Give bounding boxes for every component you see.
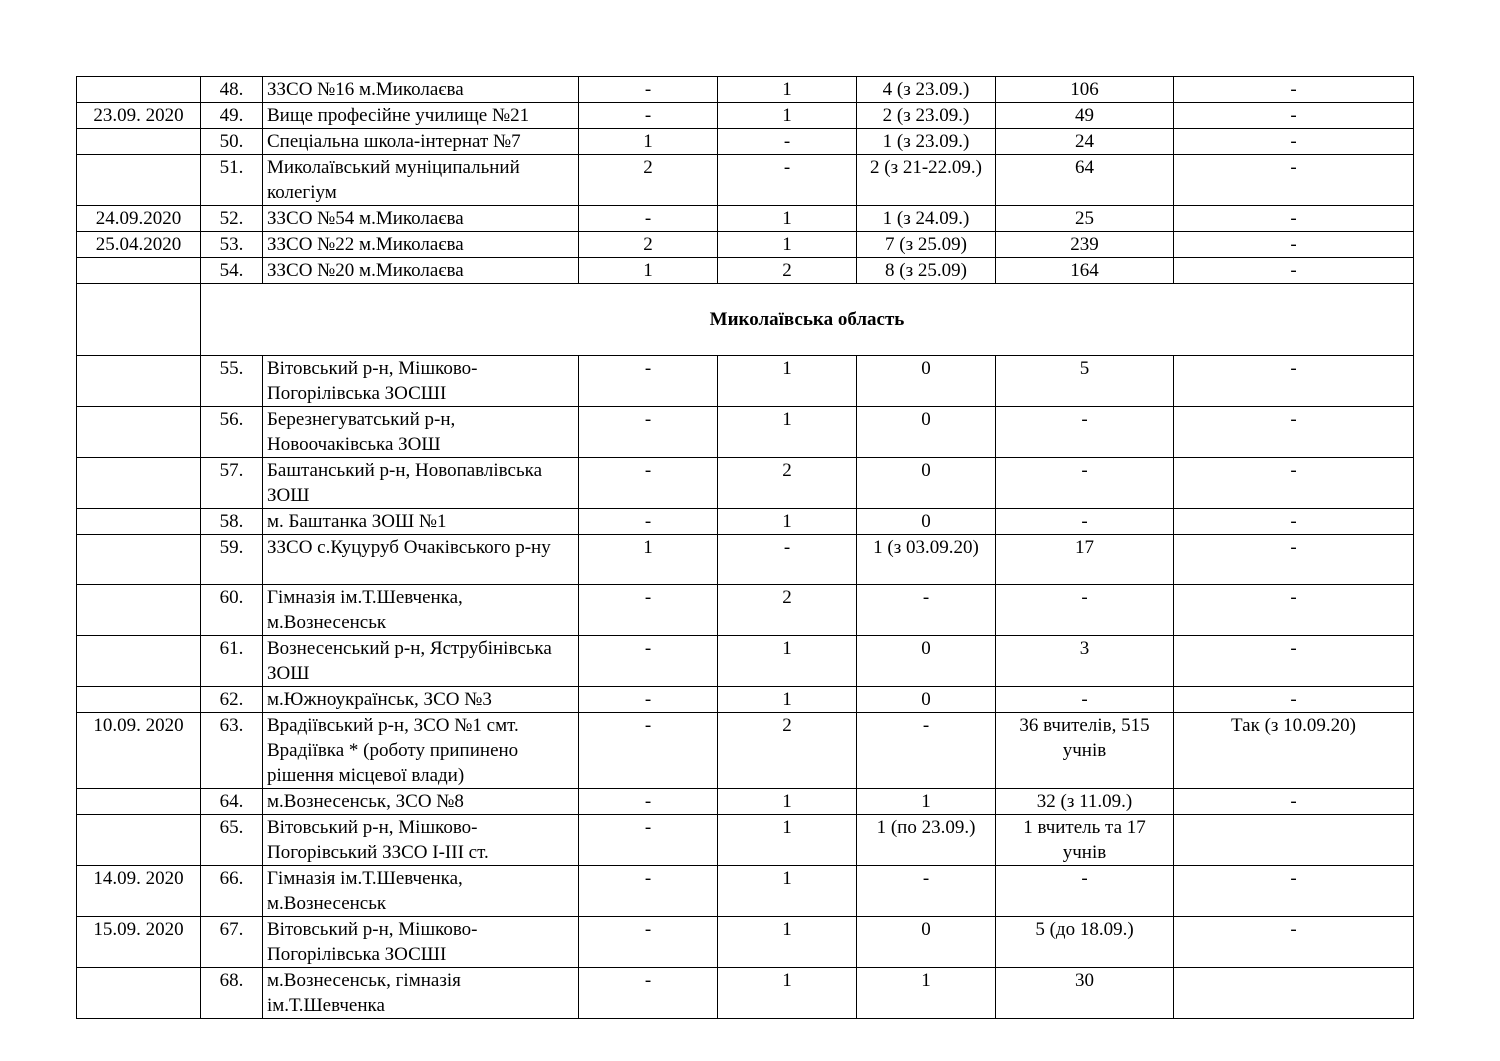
value-col-2: 1 [718, 206, 857, 232]
table-row [77, 636, 1414, 687]
table-row [77, 407, 1414, 458]
value-col-3: 1 (з 03.09.20) [857, 535, 996, 585]
value-col-2: 2 [718, 458, 857, 509]
table-row [77, 535, 1414, 585]
institution-name: ЗЗСО №20 м.Миколаєва [263, 258, 579, 284]
row-number: 51. [201, 155, 263, 206]
institution-name: Березнегуватський р-н, Новоочаківська ЗОШ [263, 407, 579, 458]
table-row [77, 968, 1414, 1019]
value-col-2: - [718, 535, 857, 585]
value-col-1: 2 [579, 155, 718, 206]
value-col-3: 8 (з 25.09) [857, 258, 996, 284]
value-col-4: - [996, 458, 1174, 509]
institution-name: м.Южноукраїнськ, ЗСО №3 [263, 687, 579, 713]
row-date [77, 509, 201, 535]
value-col-4: - [996, 585, 1174, 636]
value-col-5: - [1174, 206, 1414, 232]
value-col-4: 17 [996, 535, 1174, 585]
value-col-2: 1 [718, 968, 857, 1019]
value-col-5: - [1174, 155, 1414, 206]
row-number: 62. [201, 687, 263, 713]
value-col-2: 1 [718, 407, 857, 458]
value-col-1: - [579, 77, 718, 103]
row-number: 55. [201, 356, 263, 407]
value-col-1: - [579, 206, 718, 232]
value-col-1: - [579, 789, 718, 815]
value-col-4: 5 [996, 356, 1174, 407]
row-number: 63. [201, 713, 263, 789]
row-date [77, 258, 201, 284]
value-col-3: 0 [857, 687, 996, 713]
value-col-1: 1 [579, 258, 718, 284]
row-number: 49. [201, 103, 263, 129]
value-col-3: - [857, 585, 996, 636]
value-col-4: 1 вчитель та 17 учнів [996, 815, 1174, 866]
row-number: 59. [201, 535, 263, 585]
data-table [76, 76, 1414, 1019]
value-col-4: 106 [996, 77, 1174, 103]
table-row [77, 258, 1414, 284]
value-col-2: 2 [718, 258, 857, 284]
row-number: 66. [201, 866, 263, 917]
value-col-5: - [1174, 535, 1414, 585]
value-col-4: 239 [996, 232, 1174, 258]
table-body-top [77, 77, 1414, 284]
value-col-5: - [1174, 129, 1414, 155]
value-col-2: 2 [718, 585, 857, 636]
value-col-4: - [996, 866, 1174, 917]
value-col-1: - [579, 636, 718, 687]
row-number: 56. [201, 407, 263, 458]
table-row [77, 585, 1414, 636]
value-col-3: 0 [857, 509, 996, 535]
region-date-cell [77, 284, 201, 356]
value-col-3: 4 (з 23.09.) [857, 77, 996, 103]
row-date [77, 535, 201, 585]
value-col-3: 2 (з 23.09.) [857, 103, 996, 129]
value-col-5: - [1174, 585, 1414, 636]
table-row [77, 866, 1414, 917]
institution-name: Баштанський р-н, Новопавлівська ЗОШ [263, 458, 579, 509]
value-col-2: 1 [718, 356, 857, 407]
table-row [77, 129, 1414, 155]
row-date: 25.04.2020 [77, 232, 201, 258]
value-col-1: - [579, 815, 718, 866]
value-col-4: 49 [996, 103, 1174, 129]
value-col-2: 2 [718, 713, 857, 789]
table-row [77, 206, 1414, 232]
table-row [77, 103, 1414, 129]
institution-name: ЗЗСО с.Куцуруб Очаківського р-ну [263, 535, 579, 585]
value-col-4: 25 [996, 206, 1174, 232]
row-date [77, 636, 201, 687]
value-col-3: 0 [857, 407, 996, 458]
institution-name: Вітовський р-н, Мішково-Погорівський ЗЗСО І-ІІІ ст. [263, 815, 579, 866]
value-col-5: - [1174, 77, 1414, 103]
value-col-4: - [996, 687, 1174, 713]
value-col-3: 2 (з 21-22.09.) [857, 155, 996, 206]
institution-name: м. Баштанка ЗОШ №1 [263, 509, 579, 535]
value-col-5: - [1174, 636, 1414, 687]
institution-name: м.Вознесенськ, гімназія ім.Т.Шевченка [263, 968, 579, 1019]
row-number: 64. [201, 789, 263, 815]
table-row [77, 232, 1414, 258]
row-date [77, 585, 201, 636]
row-number: 54. [201, 258, 263, 284]
institution-name: Вітовський р-н, Мішково-Погорілівська ЗОСШІ [263, 917, 579, 968]
table-row [77, 458, 1414, 509]
value-col-5: - [1174, 356, 1414, 407]
table-row [77, 789, 1414, 815]
value-col-3: 1 (з 23.09.) [857, 129, 996, 155]
value-col-1: - [579, 866, 718, 917]
value-col-3: 0 [857, 636, 996, 687]
value-col-1: - [579, 458, 718, 509]
table-row [77, 356, 1414, 407]
value-col-2: 1 [718, 232, 857, 258]
row-date [77, 815, 201, 866]
value-col-3: - [857, 866, 996, 917]
value-col-2: - [718, 155, 857, 206]
value-col-5: - [1174, 866, 1414, 917]
table-row [77, 917, 1414, 968]
institution-name: Вище професійне училище №21 [263, 103, 579, 129]
value-col-1: - [579, 968, 718, 1019]
value-col-5 [1174, 815, 1414, 866]
row-number: 67. [201, 917, 263, 968]
region-section [77, 284, 1414, 356]
row-date [77, 155, 201, 206]
institution-name: Гімназія ім.Т.Шевченка, м.Вознесенськ [263, 866, 579, 917]
value-col-4: - [996, 407, 1174, 458]
row-date: 23.09. 2020 [77, 103, 201, 129]
row-date [77, 407, 201, 458]
table-row [77, 815, 1414, 866]
row-date [77, 129, 201, 155]
institution-name: ЗЗСО №54 м.Миколаєва [263, 206, 579, 232]
value-col-2: 1 [718, 687, 857, 713]
row-number: 53. [201, 232, 263, 258]
value-col-2: 1 [718, 77, 857, 103]
value-col-5: - [1174, 789, 1414, 815]
value-col-2: 1 [718, 509, 857, 535]
value-col-5: - [1174, 458, 1414, 509]
value-col-1: - [579, 509, 718, 535]
table-row [77, 155, 1414, 206]
value-col-4: 5 (до 18.09.) [996, 917, 1174, 968]
value-col-1: - [579, 103, 718, 129]
row-number: 57. [201, 458, 263, 509]
value-col-3: - [857, 713, 996, 789]
row-number: 52. [201, 206, 263, 232]
row-date [77, 968, 201, 1019]
value-col-4: - [996, 509, 1174, 535]
value-col-5: - [1174, 258, 1414, 284]
value-col-1: - [579, 687, 718, 713]
value-col-1: - [579, 713, 718, 789]
value-col-3: 0 [857, 458, 996, 509]
value-col-1: 1 [579, 535, 718, 585]
table-row [77, 713, 1414, 789]
row-number: 65. [201, 815, 263, 866]
row-number: 68. [201, 968, 263, 1019]
row-number: 48. [201, 77, 263, 103]
value-col-3: 0 [857, 917, 996, 968]
table-body-bottom [77, 356, 1414, 1019]
value-col-5: Так (з 10.09.20) [1174, 713, 1414, 789]
value-col-5: - [1174, 509, 1414, 535]
row-date: 10.09. 2020 [77, 713, 201, 789]
table-row [77, 687, 1414, 713]
region-row [77, 284, 1414, 356]
row-number: 50. [201, 129, 263, 155]
institution-name: Вітовський р-н, Мішково-Погорілівська ЗОСШІ [263, 356, 579, 407]
value-col-4: 32 (з 11.09.) [996, 789, 1174, 815]
value-col-3: 0 [857, 356, 996, 407]
institution-name: Врадіївський р-н, ЗСО №1 смт. Врадіївка * (роботу припинено рішення місцевої влади) [263, 713, 579, 789]
value-col-5: - [1174, 917, 1414, 968]
value-col-1: - [579, 356, 718, 407]
value-col-1: 2 [579, 232, 718, 258]
row-date [77, 77, 201, 103]
row-date: 24.09.2020 [77, 206, 201, 232]
row-date [77, 458, 201, 509]
row-number: 61. [201, 636, 263, 687]
institution-name: ЗЗСО №16 м.Миколаєва [263, 77, 579, 103]
value-col-3: 1 (по 23.09.) [857, 815, 996, 866]
value-col-2: 1 [718, 103, 857, 129]
value-col-4: 24 [996, 129, 1174, 155]
value-col-2: 1 [718, 917, 857, 968]
row-date: 15.09. 2020 [77, 917, 201, 968]
value-col-2: - [718, 129, 857, 155]
table-row [77, 77, 1414, 103]
row-date: 14.09. 2020 [77, 866, 201, 917]
row-number: 60. [201, 585, 263, 636]
row-date [77, 687, 201, 713]
value-col-2: 1 [718, 866, 857, 917]
value-col-5 [1174, 968, 1414, 1019]
value-col-5: - [1174, 232, 1414, 258]
value-col-3: 1 (з 24.09.) [857, 206, 996, 232]
value-col-4: 3 [996, 636, 1174, 687]
value-col-5: - [1174, 407, 1414, 458]
institution-name: Вознесенський р-н, Яструбінівська ЗОШ [263, 636, 579, 687]
value-col-2: 1 [718, 789, 857, 815]
value-col-3: 1 [857, 968, 996, 1019]
value-col-1: - [579, 585, 718, 636]
value-col-3: 7 (з 25.09) [857, 232, 996, 258]
row-date [77, 789, 201, 815]
institution-name: Миколаївський муніципальний колегіум [263, 155, 579, 206]
value-col-1: 1 [579, 129, 718, 155]
value-col-4: 64 [996, 155, 1174, 206]
value-col-3: 1 [857, 789, 996, 815]
institution-name: Спеціальна школа-інтернат №7 [263, 129, 579, 155]
value-col-1: - [579, 917, 718, 968]
value-col-5: - [1174, 687, 1414, 713]
value-col-2: 1 [718, 636, 857, 687]
institution-name: Гімназія ім.Т.Шевченка, м.Вознесенськ [263, 585, 579, 636]
region-title: Миколаївська область [201, 284, 1414, 356]
row-number: 58. [201, 509, 263, 535]
value-col-5: - [1174, 103, 1414, 129]
institution-name: ЗЗСО №22 м.Миколаєва [263, 232, 579, 258]
value-col-2: 1 [718, 815, 857, 866]
value-col-4: 164 [996, 258, 1174, 284]
value-col-4: 36 вчителів, 515 учнів [996, 713, 1174, 789]
institution-name: м.Вознесенськ, ЗСО №8 [263, 789, 579, 815]
row-date [77, 356, 201, 407]
table-row [77, 509, 1414, 535]
value-col-4: 30 [996, 968, 1174, 1019]
value-col-1: - [579, 407, 718, 458]
